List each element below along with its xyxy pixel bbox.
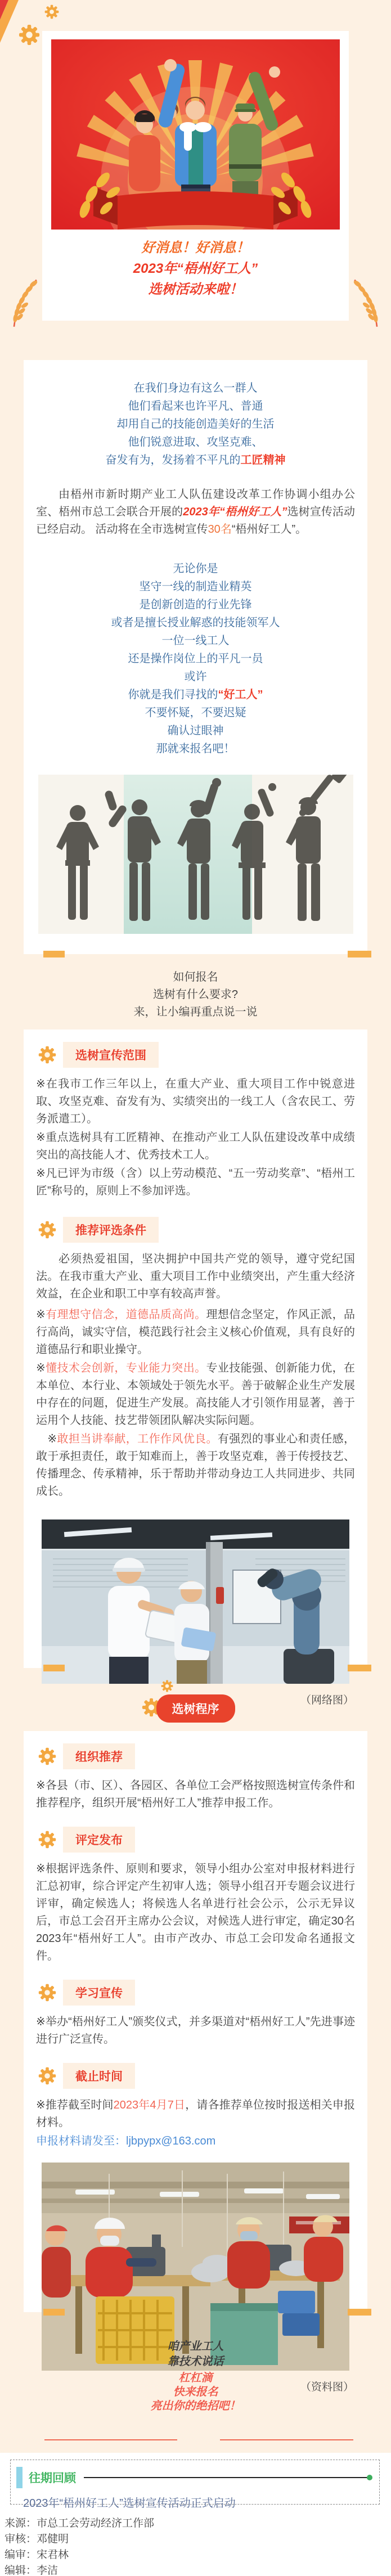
green-dot: [367, 2475, 372, 2480]
section-heading-deadline: [38, 2063, 367, 2089]
photo-caption: （资料图）: [300, 2381, 354, 2393]
credit-reviewer: 审核：邓健明: [5, 2533, 69, 2545]
section-title: 学习宣传: [63, 1980, 135, 2006]
photo-caption: （网络图）: [300, 1694, 354, 1706]
section-title: 截止时间: [63, 2063, 135, 2089]
mid-prompt: 如何报名 选树有什么要求? 来，让小编再重点说一说: [133, 971, 258, 1018]
section-title: 选树宣传范围: [63, 1042, 159, 1068]
section-title: 组织推荐: [63, 1743, 135, 1769]
section-heading-eval: [38, 1827, 367, 1853]
engineers-photo[interactable]: [42, 1519, 349, 1684]
section-heading-conditions: [38, 1217, 367, 1243]
divider-line: [84, 2477, 371, 2478]
red-divider-line: [44, 2439, 177, 2440]
past-review-title: 往期回顾: [29, 2472, 76, 2485]
page-title: 好消息！好消息！ 2023年“梧州好工人” 选树活动来啦！: [133, 240, 258, 297]
gear-icon: [161, 1680, 173, 1692]
gear-icon: [19, 24, 40, 46]
workers-banner-illustration[interactable]: [51, 39, 340, 230]
requirements-card: [24, 1029, 367, 1706]
scope-item: ※在我市工作三年以上，在重大产业、重大项目工作中锐意进取、攻坚克难、奋发有为、实绩突出的一线工人（含农民工、劳务派遣工）。: [36, 1078, 355, 1125]
section-heading-learn: [38, 1980, 367, 2006]
blue-accent-bar: [16, 2467, 23, 2488]
step-paragraph: ※各县（市、区）、各园区、各单位工会严格按照选树宣传条件和推荐程序，组织开展“梧州好工人”推荐申报工作。: [36, 1779, 355, 1809]
condition-item: ※懂技术会创新，专业能力突出。专业技能强、创新能力优，在本单位、本行业、本领域处于领先水平。善于破解企业生产发展中存在的问题，促进生产发展。高技能人才引领作用显著，善于运用个人技能、技艺带领团队解决实际问题。: [36, 1362, 356, 1427]
gear-icon: [38, 1046, 56, 1064]
procedure-pill-title: 选树程序: [156, 1694, 235, 1723]
outro-slogan-dark: 咱产业工人 靠技术说话: [167, 2340, 224, 2368]
submission-email[interactable]: 申报材料请发至：ljbpypx@163.com: [36, 2135, 216, 2147]
gear-icon: [38, 2067, 56, 2085]
intro-card: [24, 360, 367, 954]
section-title: 推荐评选条件: [63, 1217, 159, 1243]
scope-item: ※凡已评为市级（含）以上劳动模范、“五一劳动奖章”、“梧州工匠”称号的，原则上不参加评选。: [36, 1167, 355, 1197]
past-review-box: [10, 2460, 380, 2510]
orange-accent-bar: [348, 2309, 371, 2316]
orange-accent-bar: [43, 1665, 65, 1671]
article-credits: [0, 2516, 391, 2576]
laurel-branch-icon: [10, 273, 39, 334]
credit-source: 来源：市总工会劳动经济工作部: [5, 2517, 155, 2529]
conditions-lead: 必须热爱祖国，坚决拥护中国共产党的领导，遵守党纪国法。在我市重大产业、重大项目工作中业绩突出，产生重大经济效益，在企业和职工中享有较高声誉。: [36, 1253, 355, 1300]
section-heading-org: [38, 1743, 367, 1769]
gear-icon: [38, 1984, 56, 2002]
intro-paragraph: 由梧州市新时期产业工人队伍建设改革工作协调小组办公室、梧州市总工会联合开展的2023年“梧州好工人”选树宣传活动已经启动。 活动将在全市选树宣传30名“梧州好工人”。: [36, 488, 356, 536]
section-heading-scope: [38, 1042, 367, 1068]
section-title: 评定发布: [63, 1827, 135, 1853]
past-article-link[interactable]: 2023年“梧州好工人”选树宣传活动正式启动: [23, 2497, 236, 2510]
condition-item: ※有理想守信念，道德品质高尚。理想信念坚定，作风正派，品行高尚，诚实守信，模范践行社会主义核心价值观，具有良好的道德品行和职业操守。: [36, 1309, 356, 1356]
outro-slogan-red: 杠杠滴 快来报名 亮出你的绝招吧！: [150, 2372, 241, 2412]
gear-icon: [38, 1831, 56, 1849]
intro-poem-2: 无论你是 坚守一线的制造业精英 是创新创造的行业先锋 或者是擅长授业解惑的技能领军人 一位一线工人 还是操作岗位上的平凡一员 或许 你就是我们寻找的“好工人” 不要怀疑，不要迟疑 确认过眼神 那就来报名吧！: [111, 563, 280, 755]
condition-item: ※敢担当讲奉献，工作作风优良。有强烈的事业心和责任感，敢于承担责任，敢于知难而上，善于攻坚克难，善于传授技艺、传播理念、传承精神，乐于帮助并带动身边工人共同进步、共同成长。: [36, 1433, 356, 1498]
orange-accent-bar: [348, 951, 371, 957]
orange-accent-bar: [348, 1665, 371, 1671]
scope-item: ※重点选树具有工匠精神、在推动产业工人队伍建设改革中成绩突出的高技能人才、优秀技术工人。: [36, 1131, 355, 1161]
orange-accent-bar: [43, 2309, 65, 2316]
red-divider-line: [220, 2439, 353, 2440]
intro-poem-1: 在我们身边有这么一群人 他们看起来也许平凡、普通 却用自己的技能创造美好的生活 他们锐意进取、攻坚克难、 奋发有为，发扬着不平凡的工匠精神: [105, 382, 286, 466]
gear-icon: [44, 5, 59, 19]
gear-icon: [38, 1747, 56, 1765]
laurel-branch-icon: [352, 273, 381, 334]
step-paragraph: ※根据评选条件、原则和要求，领导小组办公室对申报材料进行汇总初审，综合评定产生初审人选；领导小组召开专题会议进行评审，确定候选人；将候选人名单进行社会公示，公示无异议后，市总工会召开主席办公会议，对候选人进行审定，确定30名2023年“梧州好工人”。由市产改办、市总工会印发命名通报文件。: [36, 1863, 355, 1962]
workers-sketch-image[interactable]: [38, 775, 353, 934]
gear-icon: [38, 1221, 56, 1239]
orange-accent-bar: [43, 951, 65, 957]
procedure-banner: [0, 1694, 391, 1723]
credit-editor: 编辑：李洁: [5, 2565, 59, 2576]
step-paragraph: ※举办“梧州好工人”颁奖仪式，并多渠道对“梧州好工人”先进事迹进行广泛宣传。: [36, 2016, 355, 2045]
header-card: [42, 31, 349, 321]
credit-editor-chief: 编审：宋君林: [5, 2549, 69, 2561]
step-paragraph: ※推荐截至时间2023年4月7日，请各推荐单位按时报送相关申报材料。: [36, 2099, 355, 2129]
